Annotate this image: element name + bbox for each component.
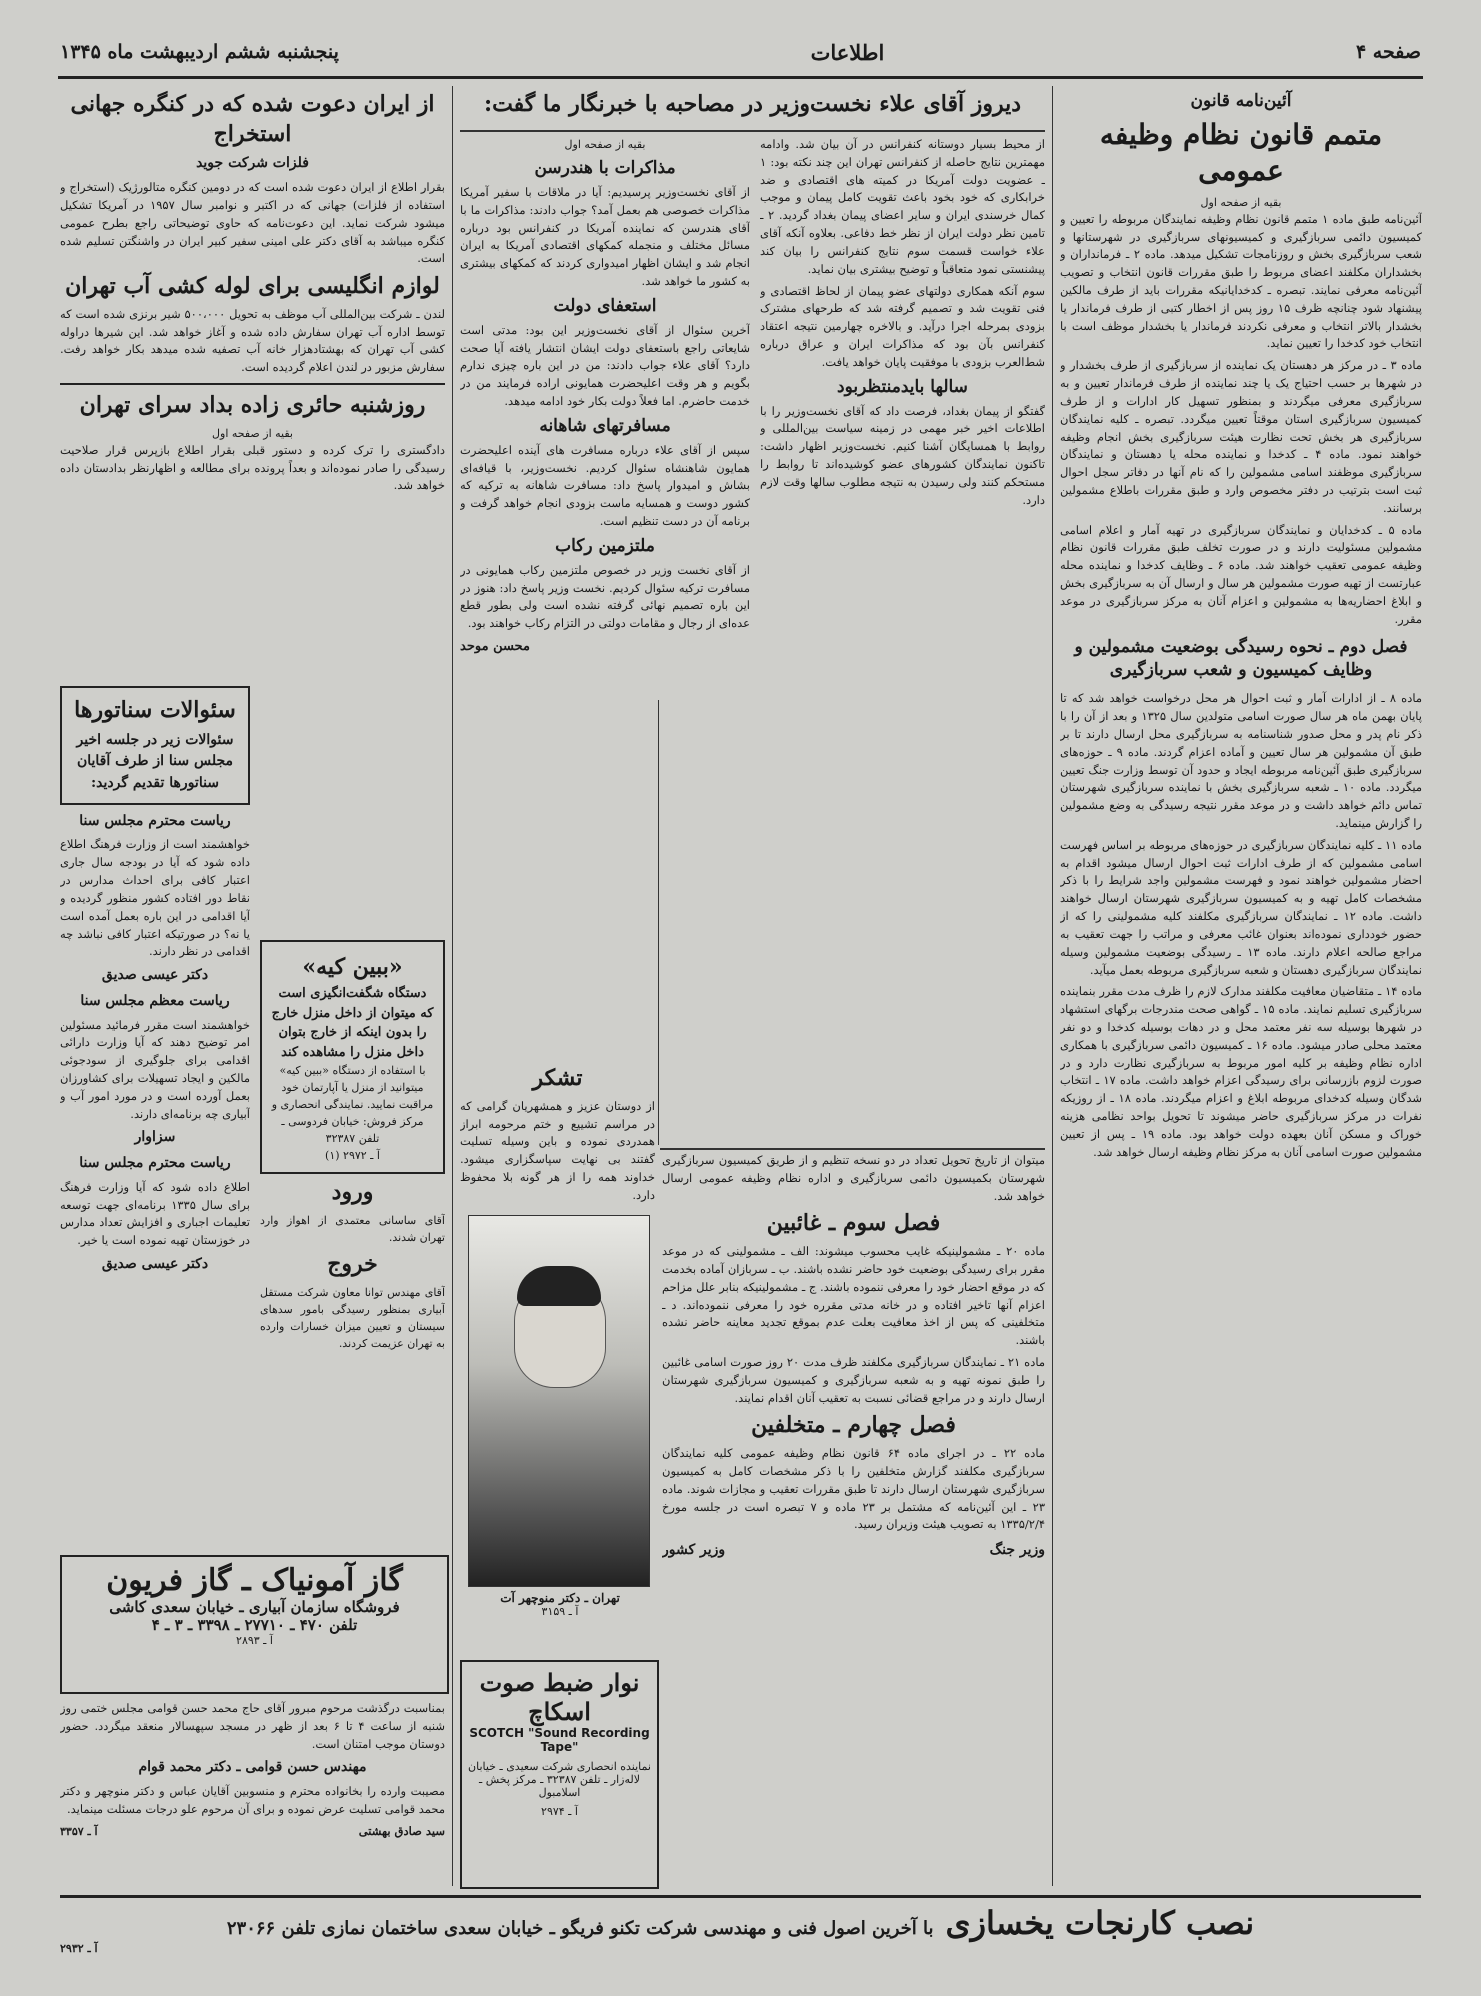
chapter-title: فصل سوم ـ غائبین <box>766 1210 941 1237</box>
article-paragraph: میتوان از تاریخ تحویل تعداد در دو نسخه تنظیم و از طریق کمیسیون سربازگیری شهرستان بکمیسیون دائمی سربازگیری و اداره نظام وظیفه عمومی ارسال خواهد شد. <box>662 1153 1045 1203</box>
question-body: خواهشمند است از وزارت فرهنگ اطلاع داده شود که آیا در بودجه سال جاری اعتبار کافی برای احداث مدارس در نقاط دور افتاده کشور منظور گردیده و آیا اقدامی در این باره بعمل آمده است یا نه؟ در صورتیکه اعتبار کافی نباشد چه اقدامی در نظر دارند. <box>60 837 250 959</box>
article-title: از ایران دعوت شده که در کنگره جهانی استخراج <box>70 91 435 147</box>
question-signature: سزاوار <box>134 1129 176 1146</box>
article-paragraph: بقرار اطلاع از ایران دعوت شده است که در دومین کنگره متالورژیک (استخراج و استفاده از فلزات) جهانی که در اکتبر و نوامبر سال ۱۹۵۷ در آمریکا تشکیل میشود شرکت نماید. این دعوت‌نامه که حاوی توضیحاتی راجع بطرح عمومی کنگره میباشد به آقای دکتر علی امینی سفیر کبیر ایران در واشنگتن تسلیم شده است. <box>60 180 445 266</box>
section-rule <box>660 1148 1045 1150</box>
banner-headline: نصب کارنجات یخسازی <box>945 1904 1255 1942</box>
continued-label: بقیه از صفحه اول <box>212 426 293 440</box>
question-heading: ریاست محترم مجلس سنا <box>79 812 231 829</box>
subheading: ملتزمین رکاب <box>555 535 655 556</box>
senators-box <box>60 686 250 805</box>
article-paragraph: ماده ۲۱ ـ نمایندگان سربازگیری مکلفند ظرف مدت ۲۰ روز صورت اسامی غائبین را طبق نمونه تهیه و به شعبه سربازگیری و کمیسیون سربازگیری شهرستان ارسال دارند و در مراجع قضائی نسبت به تعقیب آنان اقدام نمایند. <box>662 1355 1045 1405</box>
thanks-title: تشکر <box>532 1065 583 1091</box>
subheading: سالها بایدمنتظربود <box>837 376 968 397</box>
condolence-signature: سید صادق بهشتی <box>358 1823 445 1838</box>
gas-phone: تلفن ۴۷۰ ـ ۲۷۷۱۰ ـ ۳۳۹۸ ـ ۳ ـ ۴ <box>151 1616 358 1634</box>
article-paragraph: لندن ـ شرکت بین‌المللی آب موظف به تحویل ۵۰۰،۰۰۰ شیر برنزی شده است که توسط اداره آب تهران سفارش داده شده و آغاز خواهد شد. این شیرها دراوله کشی آب تهران که بهشتادهزار خانه آب تصفیه شده میدهد بکار خواهد رفت. سفارش مزبور در لندن اعلام گردیده است. <box>60 306 445 375</box>
column-regulation-chapters <box>662 1152 1045 1887</box>
binkie-title: «ببین کیه» <box>302 954 403 980</box>
signatory: وزیر کشور <box>662 1542 726 1559</box>
departures-title: خروج <box>327 1251 378 1278</box>
binkie-headline: دستگاه شگفت‌انگیزی است که میتوان از داخل منزل خارج را بدون اینکه از خارج بتوان داخل منزل را مشاهده کند <box>271 986 434 1060</box>
column-rule <box>452 86 453 1886</box>
article-paragraph: از آقای نخست‌وزیر پرسیدیم: آیا در ملاقات با سفیر آمریکا مذاکرات خصوصی هم بعمل آمد؟ جواب دادند: مذاکرات ما با آقای هندرسن که نماینده آمریکا در کنفرانس بود درباره مسائل مختلف و منجمله کمکهای اقتصادی آمریکا به ایران انجام شد و ایشان اظهار امیدواری کردند که کمکهای بیشتری به کشور ما خواهد شد. <box>460 184 750 289</box>
banner-ref: آ ـ ۲۹۳۲ <box>60 1942 98 1955</box>
chapter-title: فصل چهارم ـ متخلفین <box>751 1412 956 1439</box>
column-rule <box>1052 86 1053 1886</box>
article-paragraph: ماده ۵ ـ کدخدایان و نمایندگان سربازگیری در تهیه آمار و اعلام اسامی مشمولین مسئولیت دارند و در صورت تخلف طبق مقررات قانون نظام وظیفه عمومی تعقیب خواهند شد. ماده ۶ ـ وظایف کدخدا و نماینده محله عبارتست از تهیه صورت مشمولین هر سال و ارسال آن به سربازگیری بخش و ابلاغ احضاریه‌ها به مشمولین و اعزام آنان به مرکز سربازگیری در موعد مقرر. <box>1060 522 1422 626</box>
condolence-notice <box>60 1700 445 1885</box>
article-paragraph: دادگستری را ترک کرده و دستور قبلی بقرار اطلاع بازپرس قرار صلاحیت رسیدگی را صادر نموده‌اند و بعداً پرونده برای مطالعه و اظهارنظر بدادستان داده خواهد شد. <box>60 442 445 493</box>
article-title: روزشنبه حائری زاده بداد سرای تهران <box>79 392 426 419</box>
article-paragraph: از آقای نخست وزیر در خصوص ملتزمین رکاب همایونی در مسافرت ترکیه سئوال کردیم. نخست وزیر پاسخ داد: هنوز در این باره تصمیم نهائی گرفته نشده است ولی بطور قطع عده‌ای از رجال و مقامات دولتی در التزام رکاب خواهند بود. <box>460 562 750 631</box>
page-number: صفحه ۴ <box>1355 41 1421 63</box>
gas-ad <box>60 1555 449 1694</box>
byline: محسن موحد <box>460 639 530 655</box>
article-paragraph: ماده ۱۱ ـ کلیه نمایندگان سربازگیری در حوزه‌های مربوطه بر اساس فهرست اسامی مشمولین که از طرف ادارات ثبت احوال ارسال میشود اقدام به احضار مشمولین خواهند نمود و فهرست مشمولین واجد شرایط را با ذکر مشخصات کامل تهیه و به کمیسیون سربازگیری شهرستان ارسال خواهند داشت. ماده ۱۲ ـ نمایندگان سربازگیری مکلفند کلیه مشمولینی را که از حضور خودداری نموده‌اند بعنوان غائب معرفی و مراتب را جهت تعقیب به مراجع صالحه اعلام دارند. ماده ۱۳ ـ رسیدگی بوضعیت مشمولین وسیله نمایندگان سربازگیری دهستان و شعبه سربازگیری مربوطه بعمل میآید. <box>1060 837 1422 977</box>
column-thanks <box>460 1060 655 1210</box>
column-senator-questions <box>60 680 250 1550</box>
headline-rule <box>460 130 1045 132</box>
binkie-body: با استفاده از دستگاه «ببین کیه» میتوانید از منزل یا آپارتمان خود مراقبت نمایید. نمایندگی انحصاری و مرکز فروش: خیابان فردوسی ـ تلفن ۳۲۳۸۷ <box>271 1064 434 1146</box>
condolence-ref: آ ـ ۳۳۵۷ <box>60 1824 98 1838</box>
subheading: مذاکرات با هندرسن <box>534 158 676 179</box>
article-paragraph: آخرین سئوال از آقای نخست‌وزیر این بود: مدتی است شایعاتی راجع باستعفای دولت ایشان انتشار یافته آیا صحت دارد؟ آقای علاء جواب دادند: من در این باره چیزی ندارم بگویم و هر وقت اعلیحضرت همایونی اراده فرمایند من در خدمت حاضرم. اما فعلاً دولت بکار خود ادامه میدهد. <box>460 322 750 409</box>
scotch-body: نماینده انحصاری شرکت سعیدی ـ خیابان لاله‌زار ـ تلفن ۳۲۳۸۷ ـ مرکز پخش ـ اسلامبول <box>468 1760 651 1799</box>
banner-text: با آخرین اصول فنی و مهندسی شرکت تکنو فریگو ـ خیابان سعدی ساختمان نمازی تلفن ۲۳۰۶۶ <box>226 1918 934 1939</box>
article-paragraph: سپس از آقای علاء درباره مسافرت های آینده اعلیحضرت همایون شاهنشاه سئوال کردیم. نخست‌وزیر، با قیافه‌ای بشاش و امیدوار پاسخ داد: مسافرت شاهانه به ترکیه که کشور دوست و همسایه ماست بزودی انجام خواهد گرفت و برنامه آن در دست تنظیم است. <box>460 442 750 529</box>
article-paragraph: گفتگو از پیمان بغداد، فرصت داد که آقای نخست‌وزیر را با اطلاعات اخیر خبر مهمی در زمینه سیاست بین‌المللی و روابط با همسایگان آشنا کنیم. نخست‌وزیر اظهار داشت: تاکنون نمایندگان کشورهای عضو کوشیده‌اند تا روابط را مستحکم کنند ولی رسیدن به نتیجه مطلوب سالها وقت لازم دارد. <box>760 403 1045 507</box>
question-body: اطلاع داده شود که آیا وزارت فرهنگ برای سال ۱۳۳۵ برنامه‌ای جهت توسعه تعلیمات اجباری و افزایش تعداد مدارس در خوزستان تهیه نموده است یا خیر. <box>60 1179 250 1248</box>
condolence-names: مهندس حسن قوامی ـ دکتر محمد قوام <box>138 1759 367 1776</box>
scotch-english: SCOTCH "Sound Recording Tape" <box>469 1726 650 1754</box>
article-paragraph: ماده ۲۰ ـ مشمولینیکه غایب محسوب میشوند: الف ـ مشمولینی که در موعد مقرر برای رسیدگی بوضعیت خود حاضر نشده باشند. ب ـ سربازان آماده بخدمت که در موقع احضار خود را معرفی ننموده باشند. ج ـ مشمولینیکه بنابر علل مزاحم اعزام آنها تاخیر افتاده و در خانه مدتی مقرره خود را معرفی ننموده‌اند. د ـ متخلفینی که پس از اخذ معافیت بعلت عدم بموقع تجدید معاینه حاضر نشده باشند. <box>662 1244 1045 1348</box>
subheading: مسافرتهای شاهانه <box>539 415 671 436</box>
portrait-photo <box>468 1215 650 1587</box>
article-paragraph: آئین‌نامه طبق ماده ۱ متمم قانون نظام وظیفه نمایندگان مربوطه را تعیین و کمیسیون دائمی سربازگیری و کمیسیونهای سربازگیری در شهرستانها و شعب سربازگیری بخش و روزنامجات تشکیل میدهد. ماده ۲ ـ فرمانداران و بخشداران مکلفند اعضای مربوط را طبق مقررات قانون انتخاب و تصویب آئین‌نامه معرفی نمایند. تبصره ـ کدخدایانیکه مقررات باید از طرف مالکین پیشنهاد شود چنانچه ظرف ۱۵ روز پس از اخطار کتبی از طرف فرماندار یا بخشدار بالاتر انتخاب و معرفی نکردند فرماندار یا بخشدار موظف است با انتخاب خود کدخدا را تعیین نماید. <box>1060 211 1422 351</box>
gas-title: گاز آمونیاک ـ گاز فریون <box>106 1563 403 1598</box>
article-paragraph: ماده ۸ ـ از ادارات آمار و ثبت احوال هر محل درخواست خواهد شد که تا پایان بهمن ماه هر سال صورت اسامی متولدین سال ۱۳۲۵ و بعد از آن را با ذکر نام پدر و محل صدور شناسنامه به سربازگیری محل ارسال دارند تا بر طبق آن مشمولین هر سال تعیین و آماده اعزام گردند. ماده ۹ ـ حوزه‌های سربازگیری طبق آئین‌نامه مربوطه ایجاد و حدود آن توسط وزارت جنگ تعیین میگردد. ماده ۱۰ ـ شعبه سربازگیری بخش با نماینده سربازگیری شهرستان تماس دائم خواهد داشت و در موعد مقرر نتیجه رسیدگی به وضع مشمولین را گزارش مینماید. <box>1060 691 1422 831</box>
condolence-body: مصیبت وارده را بخانواده محترم و منسوبین آقایان عباس و دکتر منوچهر و دکتر محمد قوامی تسلیت عرض نموده و برای آن مرحوم علو درجات مسئلت مینماید. <box>60 1784 445 1816</box>
page-header <box>60 30 1421 74</box>
newspaper-name: اطلاعات <box>810 39 885 65</box>
kicker: آئین‌نامه قانون <box>1190 91 1292 111</box>
scotch-ref: آ ـ ۲۹۷۴ <box>541 1805 578 1818</box>
article-paragraph: ماده ۲۲ ـ در اجرای ماده ۶۴ قانون نظام وظیفه عمومی کلیه نمایندگان سربازگیری مکلفند گزارش متخلفین را با ذکر مشخصات کامل به کمیسیون سربازگیری شهرستان ارسال دارند تا طبق مقررات تعقیب و مجازات شوند. ماده ۲۳ ـ این آئین‌نامه که مشتمل بر ۲۳ ماده و ۷ تبصره است در جلسه مورخ ۱۳۳۵/۲/۴ به تصویب هیئت وزیران رسید. <box>662 1446 1045 1532</box>
box-subtitle: سئوالات زیر در جلسه اخیر مجلس سنا از طرف آقایان سناتورها تقدیم گردید: <box>76 731 234 792</box>
gas-body: فروشگاه سازمان آبیاری ـ خیابان سعدی کاشی <box>109 1598 400 1616</box>
question-body: خواهشمند است مقرر فرمائید مسئولین امر توضیح دهند که آیا وزارت دارائی اقدامی برای جلوگیری از سودجوئی مالکین و ایجاد تسهیلات برای کشاورزان بعمل آورده است و در مورد امور آب و آبیاری چه برنامه‌ای دارند. <box>60 1017 250 1121</box>
article-subtitle: فلزات شرکت جوید <box>196 155 309 172</box>
continued-label: بقیه از صفحه اول <box>1200 195 1282 209</box>
page-date: پنجشنبه ششم اردیبهشت ماه ۱۳۴۵ <box>60 41 339 63</box>
section-title: فصل دوم ـ نحوه رسیدگی بوضعیت مشمولین و وظایف کمیسیون و شعب سربازگیری <box>1074 637 1408 681</box>
departures-body: آقای مهندس توانا معاون شرکت مستقل آبیاری بمنظور رسیدگی بامور سدهای سیستان و تعیین میزان خسارات وارده به تهران عزیمت کردند. <box>260 1285 445 1350</box>
article-title: لوازم انگلیسی برای لوله کشی آب تهران <box>65 273 440 300</box>
header-rule <box>58 76 1423 79</box>
continued-label: بقیه از صفحه اول <box>564 138 646 151</box>
bottom-banner-ad <box>60 1895 1421 1958</box>
article-paragraph: از محیط بسیار دوستانه کنفرانس در آن بیان شد. وادامه مهمترین نتایج حاصله از کنفرانس تهران این چند نکته بود: ۱ ـ عضویت دولت آمریکا در کمیته های اقتصادی و ضد خرابکاری که خود بخود باعث تقویت کامل پیمان و موجب کمال خرسندی ایران و سایر اعضای پیمان بغداد گردید. ۲ ـ تامین نظر دولت ایران از نظر خط دفاعی. بعلاوه آنکه آقای علاء خواست قسمت سوم نتایج کنفرانس را بیان کند پیشنستی نمود متعاقباً و توضیح بیشتری بیان نماید. <box>760 137 1045 276</box>
box-title: سئوالات سناتورها <box>74 697 236 723</box>
article-paragraph: سوم آنکه همکاری دولتهای عضو پیمان از لحاظ اقتصادی و فنی تقویت شد و تصمیم گرفته شد که طرحهای مشترک بزودی بمرحله اجرا درآید. و بالاخره چهارمین نتیجه اعتقاد کنفرانس بآن بود که مذاکرات ایران و عراق درباره شط‌العرب بزودی با موفقیت پایان خواهد یافت. <box>760 283 1045 369</box>
arrivals-title: ورود <box>331 1179 374 1206</box>
question-heading: ریاست محترم مجلس سنا <box>79 1155 231 1172</box>
question-heading: ریاست معظم مجلس سنا <box>80 992 230 1009</box>
subheading: استعفای دولت <box>553 295 657 316</box>
photo-caption: تهران ـ دکتر منوچهر آت <box>500 1591 620 1605</box>
gas-ref: آ ـ ۲۸۹۳ <box>236 1634 273 1647</box>
thanks-body: از دوستان عزیز و همشهریان گرامی که در مراسم تشییع و ختم مرحومه ابراز همدردی نموده و باین وسیله تسلیت گفتند بی نهایت سپاسگزاری میشود. خداوند همه را از هر گونه بلا محفوظ دارد. <box>460 1098 655 1202</box>
binkie-ad <box>260 940 445 1174</box>
arrivals-body: آقای ساسانی معتمدی از اهواز وارد تهران شدند. <box>260 1214 445 1245</box>
main-headline: دیروز آقای علاء نخست‌وزیر در مصاحبه با خبرنگار ما گفت: <box>483 91 1022 117</box>
article-paragraph: ماده ۳ ـ در مرکز هر دهستان یک نماینده از سربازگیری از طرف بخشدار و در شهرها بر حسب احتیاج یک یا چند نماینده از طرف فرماندار تعیین و به سربازگیری معرفی میگردند و بمنظور تسهیل کار ادارات و از طرف کمیسیون سربازگیری استان موقتاً تعیین میگردد. تبصره ـ کلیه نمایندگان سربازگیری هر بخش تحت نظارت هیئت سربازگیری بخش انجام وظیفه خواهند نمود. ماده ۴ ـ کدخدا و نماینده محله یا دهستان و نمایندگان سربازگیری موظفند اسامی مشمولین را که نام آنها در دفاتر سجل احوال ثبت است بترتیب در دفتر مخصوص وارد و طبق مقررات باطلاع مشمولین برسانند. <box>1060 358 1422 515</box>
scotch-ad <box>460 1660 659 1889</box>
question-signature: دکتر عیسی صدیق <box>101 1256 209 1272</box>
question-signature: دکتر عیسی صدیق <box>101 967 209 984</box>
signatory: وزیر جنگ <box>989 1542 1045 1559</box>
column-interview-left <box>460 136 750 1056</box>
scotch-title: نوار ضبط صوت اسکاچ <box>479 1668 640 1726</box>
article-paragraph: ماده ۱۴ ـ متقاضیان معافیت مکلفند مدارک لازم را ظرف مدت مقرر بنماینده سربازگیری تسلیم نمایند. ماده ۱۵ ـ گواهی صحت مندرجات برگهای استشهاد در شهرها بوسیله سه نفر معتمد محل و در دهات بوسیله کدخدا و دو نفر معتمد محلی صادر میشود. ماده ۱۶ ـ کمیسیون دائمی سربازگیری با همکاری اداره نظام وظیفه بر کلیه امور مربوط به سربازگیری نظارت دارد و در صورت لزوم بازرسانی برای رسیدگی اعزام خواهد داشت. ماده ۱۷ ـ انتخاب شدگان وسیله کدخدای مربوطه ابلاغ و اعزام میگردند. ماده ۱۸ ـ از روزیکه نفرات در مرکز سربازگیری حاضر میشوند تا تحویل بواحد نظامی هزینه خوراک و مسکن آنان بعهده دولت خواهد بود. ماده ۱۹ ـ پس از تعیین مشمولین صورت اسامی آنان به مرکز نظام وظیفه ارسال خواهد شد. <box>1060 984 1422 1159</box>
portrait-block <box>470 1215 650 1635</box>
column-interview-right <box>760 136 1045 1036</box>
condolence-body: بمناسبت درگذشت مرحوم مبرور آقای حاج محمد حسن قوامی مجلس ختمی روز شنبه از ساعت ۴ تا ۶ بعد از ظهر در مسجد سپهسالار منعقد میگردد. حضور دوستان موجب امتنان است. <box>60 1701 445 1751</box>
column-law-regulation <box>1060 86 1422 1886</box>
portrait-hair <box>517 1266 601 1306</box>
article-title: متمم قانون نظام وظیفه عمومی <box>1099 117 1383 188</box>
binkie-ref: آ ـ ۲۹۷۲ (۱) <box>325 1149 380 1163</box>
column-notices <box>260 940 445 1460</box>
photo-ref: آ ـ ۳۱۵۹ <box>541 1605 579 1618</box>
